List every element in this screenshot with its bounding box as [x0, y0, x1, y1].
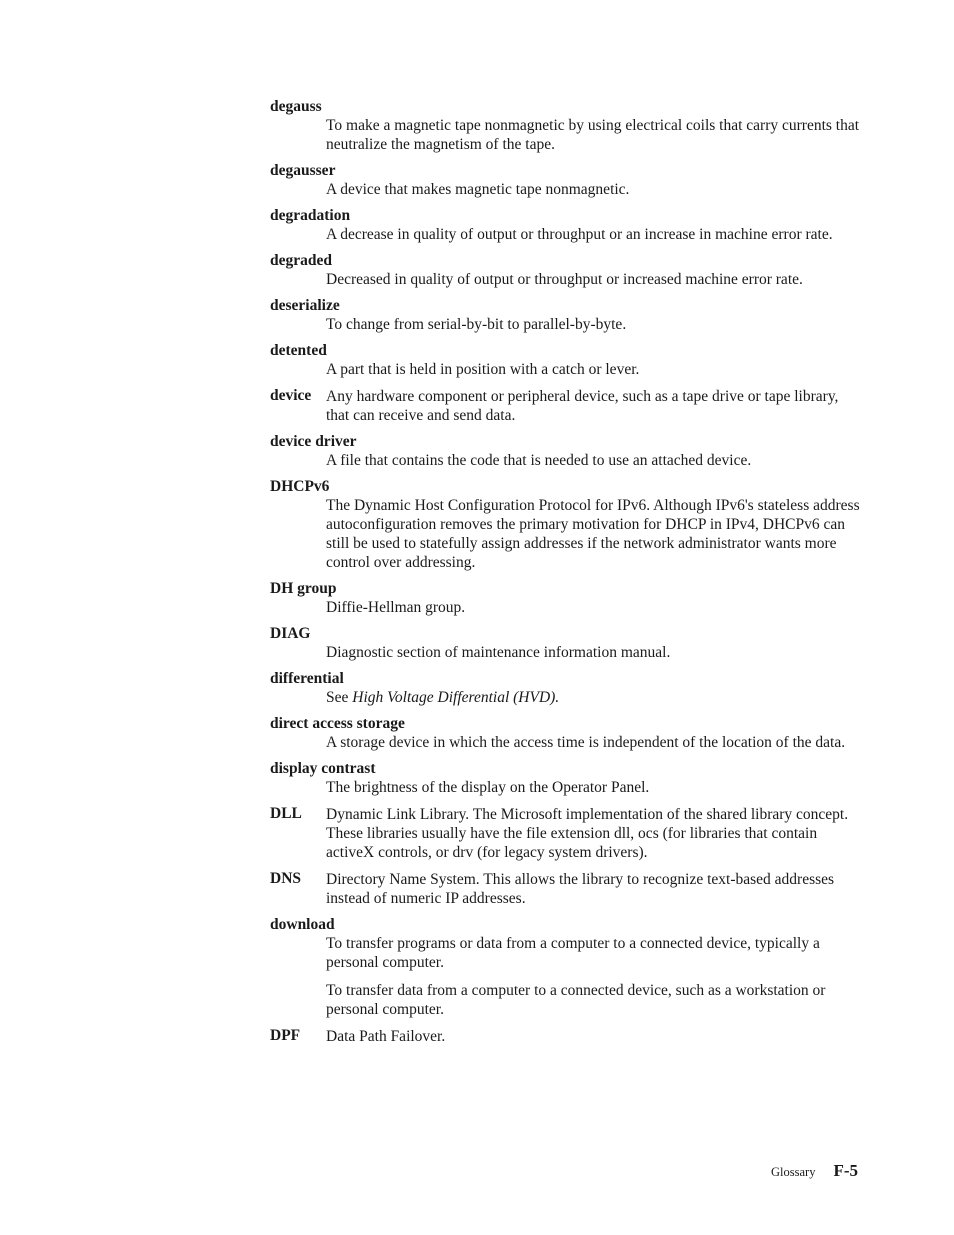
glossary-entry — [270, 433, 860, 470]
glossary-term: deserialize — [270, 297, 340, 314]
glossary-definition: A device that makes magnetic tape nonmagnetic. — [326, 181, 630, 198]
glossary-entry — [270, 342, 860, 379]
glossary-term: direct access storage — [270, 715, 405, 732]
glossary-entry — [270, 297, 860, 334]
glossary-entry — [270, 252, 860, 289]
glossary-term: DNS — [270, 870, 302, 887]
glossary-definition: To change from serial-by-bit to parallel-by-byte. — [326, 316, 627, 333]
glossary-term: device — [270, 387, 312, 404]
glossary-entry — [270, 98, 860, 154]
glossary-term: download — [270, 916, 335, 933]
footer-section-label: Glossary — [771, 1165, 816, 1179]
glossary-entry — [270, 625, 860, 662]
glossary-definition: The brightness of the display on the Operator Panel. — [326, 779, 650, 796]
glossary-definition: Dynamic Link Library. The Microsoft implementation of the shared library concept. These libraries usually have the file extension dll, ocs (for libraries that contain activeX controls, or drv (for legacy system drivers). — [326, 806, 849, 861]
glossary-term: degauss — [270, 98, 322, 115]
glossary-entry — [270, 715, 860, 752]
page-number: F-5 — [833, 1161, 858, 1180]
glossary-entry — [270, 916, 860, 1019]
glossary-definition: Decreased in quality of output or throughput or increased machine error rate. — [326, 271, 803, 288]
glossary-definition: A storage device in which the access time is independent of the location of the data. — [326, 734, 846, 751]
glossary-definition: To transfer programs or data from a computer to a connected device, typically a personal computer. — [326, 935, 820, 971]
glossary-definition: Directory Name System. This allows the library to recognize text-based addresses instead of numeric IP addresses. — [326, 871, 835, 907]
glossary-entry — [270, 670, 860, 707]
glossary-term: device driver — [270, 433, 357, 450]
see-reference: High Voltage Differential (HVD). — [352, 689, 560, 706]
glossary-term: degraded — [270, 252, 332, 269]
glossary-entry — [270, 760, 860, 797]
glossary-term: DLL — [270, 805, 302, 822]
glossary-entry — [270, 387, 860, 425]
glossary-definition: A decrease in quality of output or throughput or an increase in machine error rate. — [326, 226, 833, 243]
glossary-term: degradation — [270, 207, 351, 224]
glossary-term: detented — [270, 342, 327, 359]
glossary-entry — [270, 805, 860, 862]
glossary-definition: Diagnostic section of maintenance information manual. — [326, 644, 671, 661]
glossary-entry — [270, 580, 860, 617]
glossary-list — [270, 98, 860, 1054]
glossary-entry — [270, 478, 860, 572]
glossary-entry — [270, 1027, 860, 1046]
glossary-entry — [270, 207, 860, 244]
glossary-definition: Any hardware component or peripheral device, such as a tape drive or tape library, that can receive and send data. — [326, 388, 839, 424]
glossary-entry — [270, 870, 860, 908]
glossary-definition: The Dynamic Host Configuration Protocol for IPv6. Although IPv6's stateless address autoconfiguration removes the primary motivation for DHCP in IPv4, DHCPv6 can still be used to statefully assign addresses if the network administrator wants more control over addressing. — [326, 497, 860, 571]
glossary-term: display contrast — [270, 760, 376, 777]
glossary-definition: Diffie-Hellman group. — [326, 599, 466, 616]
glossary-definition: To transfer data from a computer to a connected device, such as a workstation or personal computer. — [326, 982, 826, 1018]
glossary-term: differential — [270, 670, 344, 687]
glossary-definition: To make a magnetic tape nonmagnetic by using electrical coils that carry currents that neutralize the magnetism of the tape. — [326, 117, 860, 153]
glossary-term: DHCPv6 — [270, 478, 330, 495]
glossary-definition: A file that contains the code that is needed to use an attached device. — [326, 452, 752, 469]
glossary-term: DIAG — [270, 625, 311, 642]
see-prefix: See — [326, 689, 353, 706]
page-footer — [771, 1161, 858, 1181]
glossary-term: DPF — [270, 1027, 301, 1044]
glossary-definition — [326, 688, 860, 707]
glossary-entry — [270, 162, 860, 199]
glossary-term: DH group — [270, 580, 337, 597]
glossary-term: degausser — [270, 162, 336, 179]
glossary-definition: A part that is held in position with a catch or lever. — [326, 361, 640, 378]
glossary-definition: Data Path Failover. — [326, 1028, 446, 1045]
